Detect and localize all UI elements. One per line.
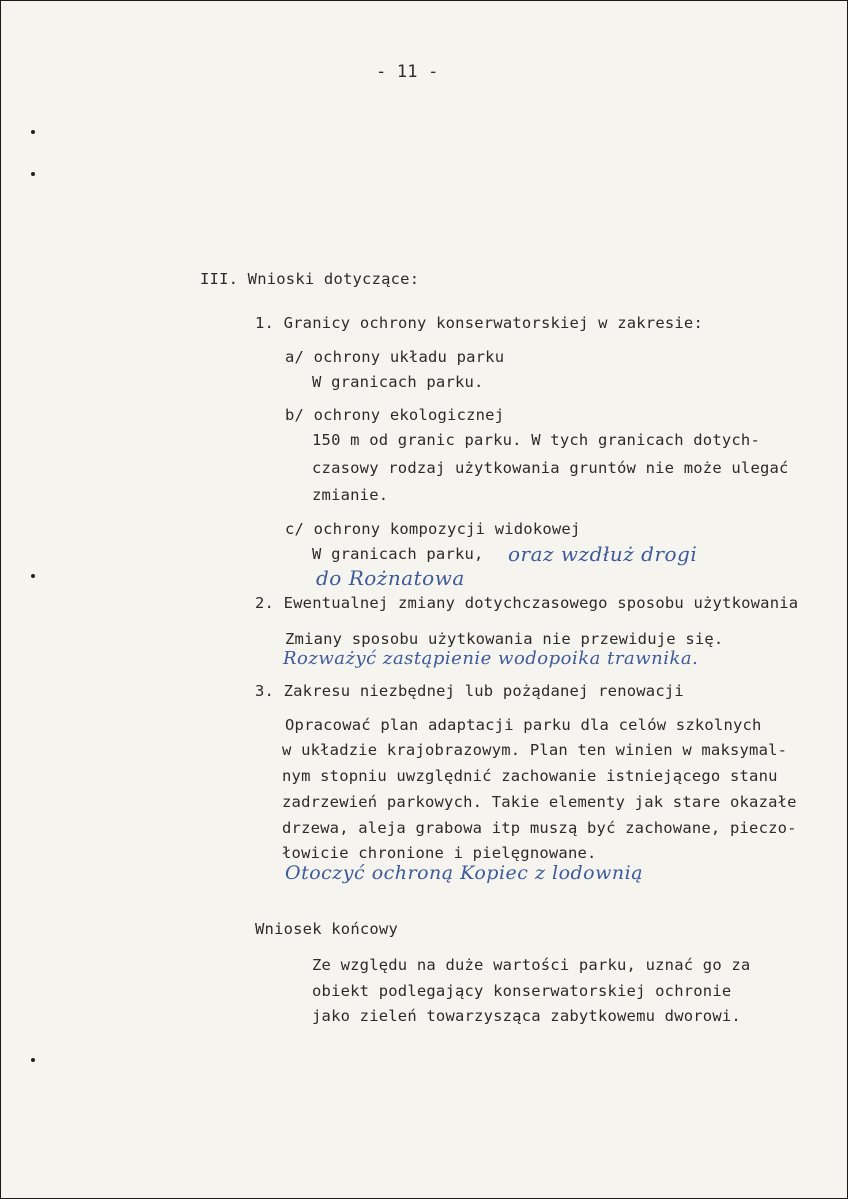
item-1b-line: zmianie. — [312, 486, 389, 504]
handwritten-note: oraz wzdłuż drogi — [508, 542, 698, 566]
item-3-line: nym stopniu uwzględnić zachowanie istniejącego stanu — [282, 767, 778, 785]
section-heading: III. Wnioski dotyczące: — [200, 270, 420, 288]
item-1-title: 1. Granicy ochrony konserwatorskiej w zakresie: — [255, 314, 703, 332]
item-3-line: w układzie krajobrazowym. Plan ten winien w maksymal- — [282, 741, 788, 759]
item-3-line: Opracować plan adaptacji parku dla celów szkolnych — [285, 716, 762, 734]
margin-mark — [31, 130, 35, 134]
item-1c-label: c/ ochrony kompozycji widokowej — [285, 520, 581, 538]
margin-mark — [31, 172, 35, 176]
item-2-title: 2. Ewentualnej zmiany dotychczasowego sposobu użytkowania — [255, 594, 799, 612]
handwritten-note: Rozważyć zastąpienie wodopoika trawnika. — [283, 648, 699, 669]
item-1a-text: W granicach parku. — [312, 373, 484, 391]
margin-mark — [31, 574, 35, 578]
item-1b-label: b/ ochrony ekologicznej — [285, 406, 505, 424]
conclusion-line: Ze względu na duże wartości parku, uznać go za — [312, 956, 751, 974]
item-2-text: Zmiany sposobu użytkowania nie przewiduje się. — [285, 630, 724, 648]
item-1b-line: 150 m od granic parku. W tych granicach dotych- — [312, 431, 760, 449]
item-3-line: drzewa, aleja grabowa itp muszą być zachowane, pieczo- — [282, 819, 797, 837]
item-1a-label: a/ ochrony układu parku — [285, 348, 505, 366]
handwritten-note: do Rożnatowa — [316, 566, 465, 590]
item-3-line: zadrzewień parkowych. Takie elementy jak stare okazałe — [282, 793, 797, 811]
page-number: - 11 - — [376, 62, 439, 82]
item-1c-text: W granicach parku, — [312, 545, 484, 563]
conclusion-title: Wniosek końcowy — [255, 920, 398, 938]
item-3-title: 3. Zakresu niezbędnej lub pożądanej renowacji — [255, 682, 684, 700]
margin-mark — [31, 1058, 35, 1062]
item-1b-line: czasowy rodzaj użytkowania gruntów nie może ulegać — [312, 459, 789, 477]
conclusion-line: obiekt podlegający konserwatorskiej ochronie — [312, 982, 732, 1000]
handwritten-note: Otoczyć ochroną Kopiec z lodownią — [285, 862, 644, 884]
conclusion-line: jako zieleń towarzysząca zabytkowemu dworowi. — [312, 1007, 741, 1025]
item-3-line: łowicie chronione i pielęgnowane. — [282, 844, 597, 862]
